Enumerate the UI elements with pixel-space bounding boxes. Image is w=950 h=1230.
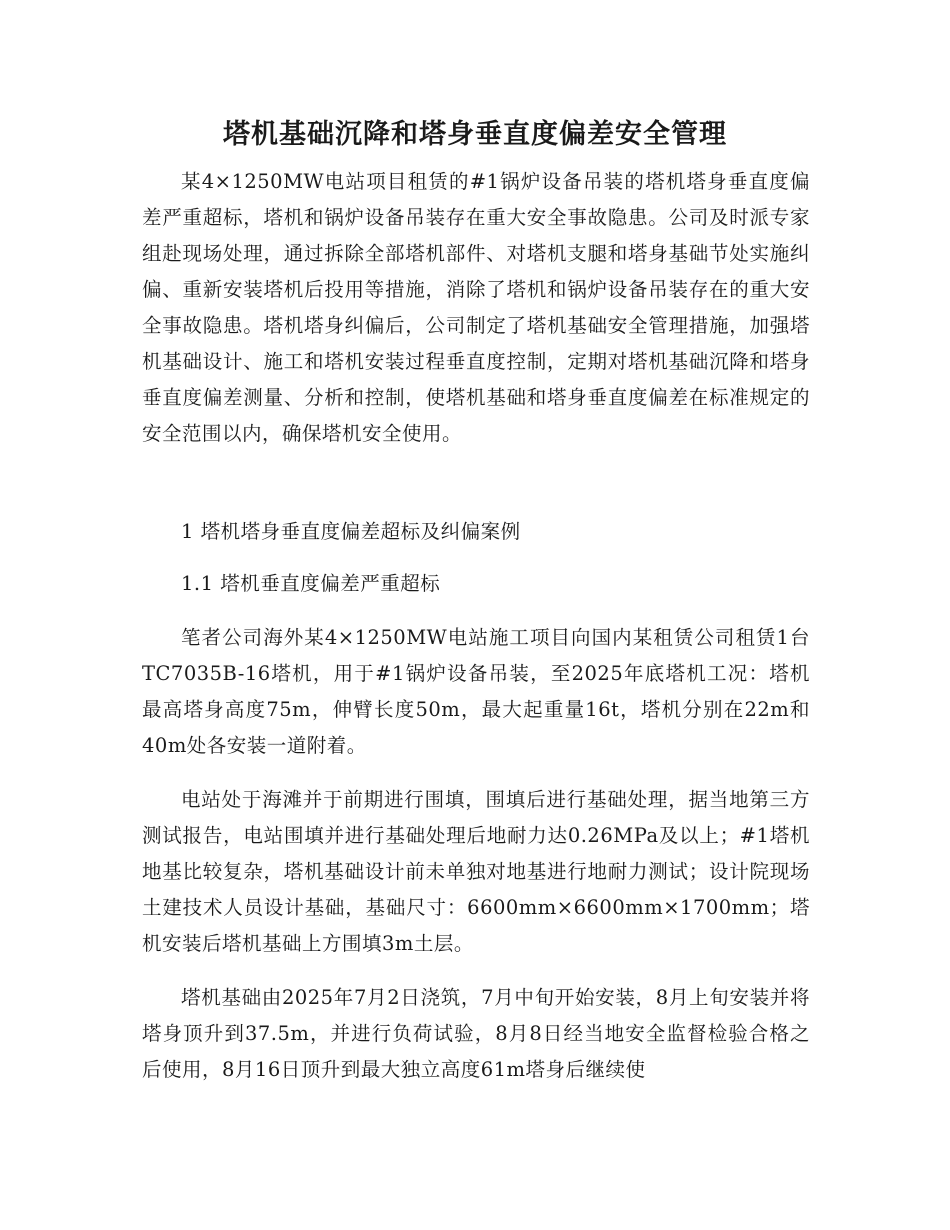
body-paragraph-3: 塔机基础由2025年7月2日浇筑，7月中旬开始安装，8月上旬安装并将塔身顶升到37.5m，并进行负荷试验，8月8日经当地安全监督检验合格之后使用，8月16日顶升到最大独立高度61m塔身后继续使 — [142, 986, 810, 1081]
section-1-1-heading: 1.1 塔机垂直度偏差严重超标 — [181, 572, 441, 595]
section-1-heading: 1 塔机塔身垂直度偏差超标及纠偏案例 — [181, 520, 521, 543]
body-paragraph-2: 电站处于海滩并于前期进行围填，围填后进行基础处理，据当地第三方测试报告，电站围填并进行基础处理后地耐力达0.26MPa及以上；#1塔机地基比较复杂，塔机基础设计前未单独对地基进行地耐力测试；设计院现场土建技术人员设计基础，基础尺寸：6600mm×6600mm×1700mm；塔机安装后塔机基础上方围填3m土层。 — [142, 788, 810, 955]
intro-paragraph: 某4×1250MW电站项目租赁的#1锅炉设备吊装的塔机塔身垂直度偏差严重超标，塔机和锅炉设备吊装存在重大安全事故隐患。公司及时派专家组赴现场处理，通过拆除全部塔机部件、对塔机支腿和塔身基础节处实施纠偏、重新安装塔机后投用等措施，消除了塔机和锅炉设备吊装存在的重大安全事故隐患。塔机塔身纠偏后，公司制定了塔机基础安全管理措施，加强塔机基础设计、施工和塔机安装过程垂直度控制，定期对塔机基础沉降和塔身垂直度偏差测量、分析和控制，使塔机基础和塔身垂直度偏差在标准规定的安全范围以内，确保塔机安全使用。 — [142, 170, 810, 445]
body-paragraph-1: 笔者公司海外某4×1250MW电站施工项目向国内某租赁公司租赁1台TC7035B-16塔机，用于#1锅炉设备吊装，至2025年底塔机工况：塔机最高塔身高度75m，伸臂长度50m，最大起重量16t，塔机分别在22m和40m处各安装一道附着。 — [142, 626, 810, 757]
document-title: 塔机基础沉降和塔身垂直度偏差安全管理 — [223, 119, 727, 150]
